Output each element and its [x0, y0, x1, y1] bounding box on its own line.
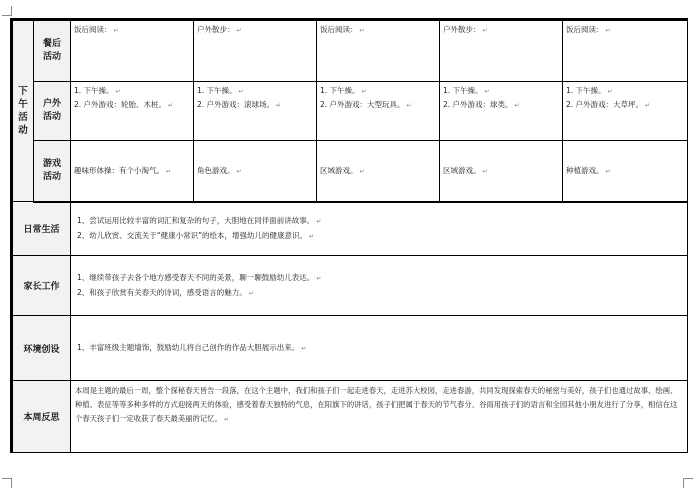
daily-life-label: 日常生活 [12, 202, 71, 256]
reflection-row [12, 381, 688, 453]
crop-mark-top-left [2, 6, 12, 16]
game-cell: 种植游戏。 ↵ [563, 141, 688, 202]
after-meal-cell: 户外散步： ↵ [194, 20, 317, 82]
weekly-plan-table [10, 18, 688, 453]
outdoor-cell: 1. 下午操。 ↵ 2. 户外游戏：球类。 ↵ [440, 82, 563, 141]
environment-label: 环境创设 [12, 316, 71, 381]
parent-work-content: 1、继续带孩子去各个地方感受春天不同的美景，聊一聊鼓励幼儿表达。 ↵ 2、和孩子欣赏有关春天的诗词，感受语言的魅力。 ↵ [71, 256, 688, 316]
game-cell: 区域游戏。 ↵ [440, 141, 563, 202]
weekly-reflection-content: 本周是主题的最后一周，整个探秘春天皆告一段落，在这个主题中，我们和孩子们一起走进春天，走进苏大校园，走进春游，共同发现探索春天的秘密与美好，孩子们也通过故事、绘画、种植、表征等等多种多样的方式迎接两天的体验，感受着春天独特的气息，在阳旗下的讲话，孩子们把属于春天的节气春分、谷雨用孩子们的语言和全园其他小朋友进行了分享，相信在这个春天孩子们一定收获了春天最美丽的记忆。 ↵ [71, 381, 688, 453]
outdoor-cell: 1. 下午操。 ↵ 2. 户外游戏：大草坪。 ↵ [563, 82, 688, 141]
game-row [12, 141, 688, 202]
outdoor-cell: 1. 下午操。 ↵ 2. 户外游戏：轮胎、木桩。 ↵ [71, 82, 194, 141]
after-meal-label: 餐后 活动 [34, 20, 71, 82]
outdoor-row [12, 82, 688, 141]
after-meal-cell: 饭后阅读： ↵ [71, 20, 194, 82]
after-meal-cell: 饭后阅读： ↵ [563, 20, 688, 82]
environment-content: 1、丰富班级主题墙饰，鼓励幼儿将自己创作的作品大胆展示出来。 ↵ [71, 316, 688, 381]
after-meal-cell: 饭后阅读： ↵ [317, 20, 440, 82]
crop-mark-bottom-left [2, 478, 12, 488]
outdoor-label: 户外 活动 [34, 82, 71, 141]
environment-row [12, 316, 688, 381]
after-meal-cell: 户外散步： ↵ [440, 20, 563, 82]
parent-work-label: 家长工作 [12, 256, 71, 316]
outdoor-cell: 1. 下午操。 ↵ 2. 户外游戏：滚球场。 ↵ [194, 82, 317, 141]
weekly-reflection-label: 本周反思 [12, 381, 71, 453]
outdoor-cell: 1. 下午操。 ↵ 2. 户外游戏：大型玩具。 ↵ [317, 82, 440, 141]
parent-work-row [12, 256, 688, 316]
crop-mark-bottom-right [683, 478, 693, 488]
daily-life-content: 1、尝试运用比较丰富的词汇和复杂的句子，大胆地在同伴面前讲故事。 ↵ 2、幼儿欣赏、交流关于“健康小常识”的绘本，增强幼儿的健康意识。 ↵ [71, 202, 688, 256]
after-meal-row [12, 20, 688, 82]
daily-life-row [12, 202, 688, 256]
game-cell: 趣味形体操：有个小淘气。 ↵ [71, 141, 194, 202]
game-cell: 区域游戏。 ↵ [317, 141, 440, 202]
game-cell: 角色游戏。 ↵ [194, 141, 317, 202]
afternoon-activities-header: 下 午 活 动 [12, 20, 34, 202]
game-label: 游戏 活动 [34, 141, 71, 202]
